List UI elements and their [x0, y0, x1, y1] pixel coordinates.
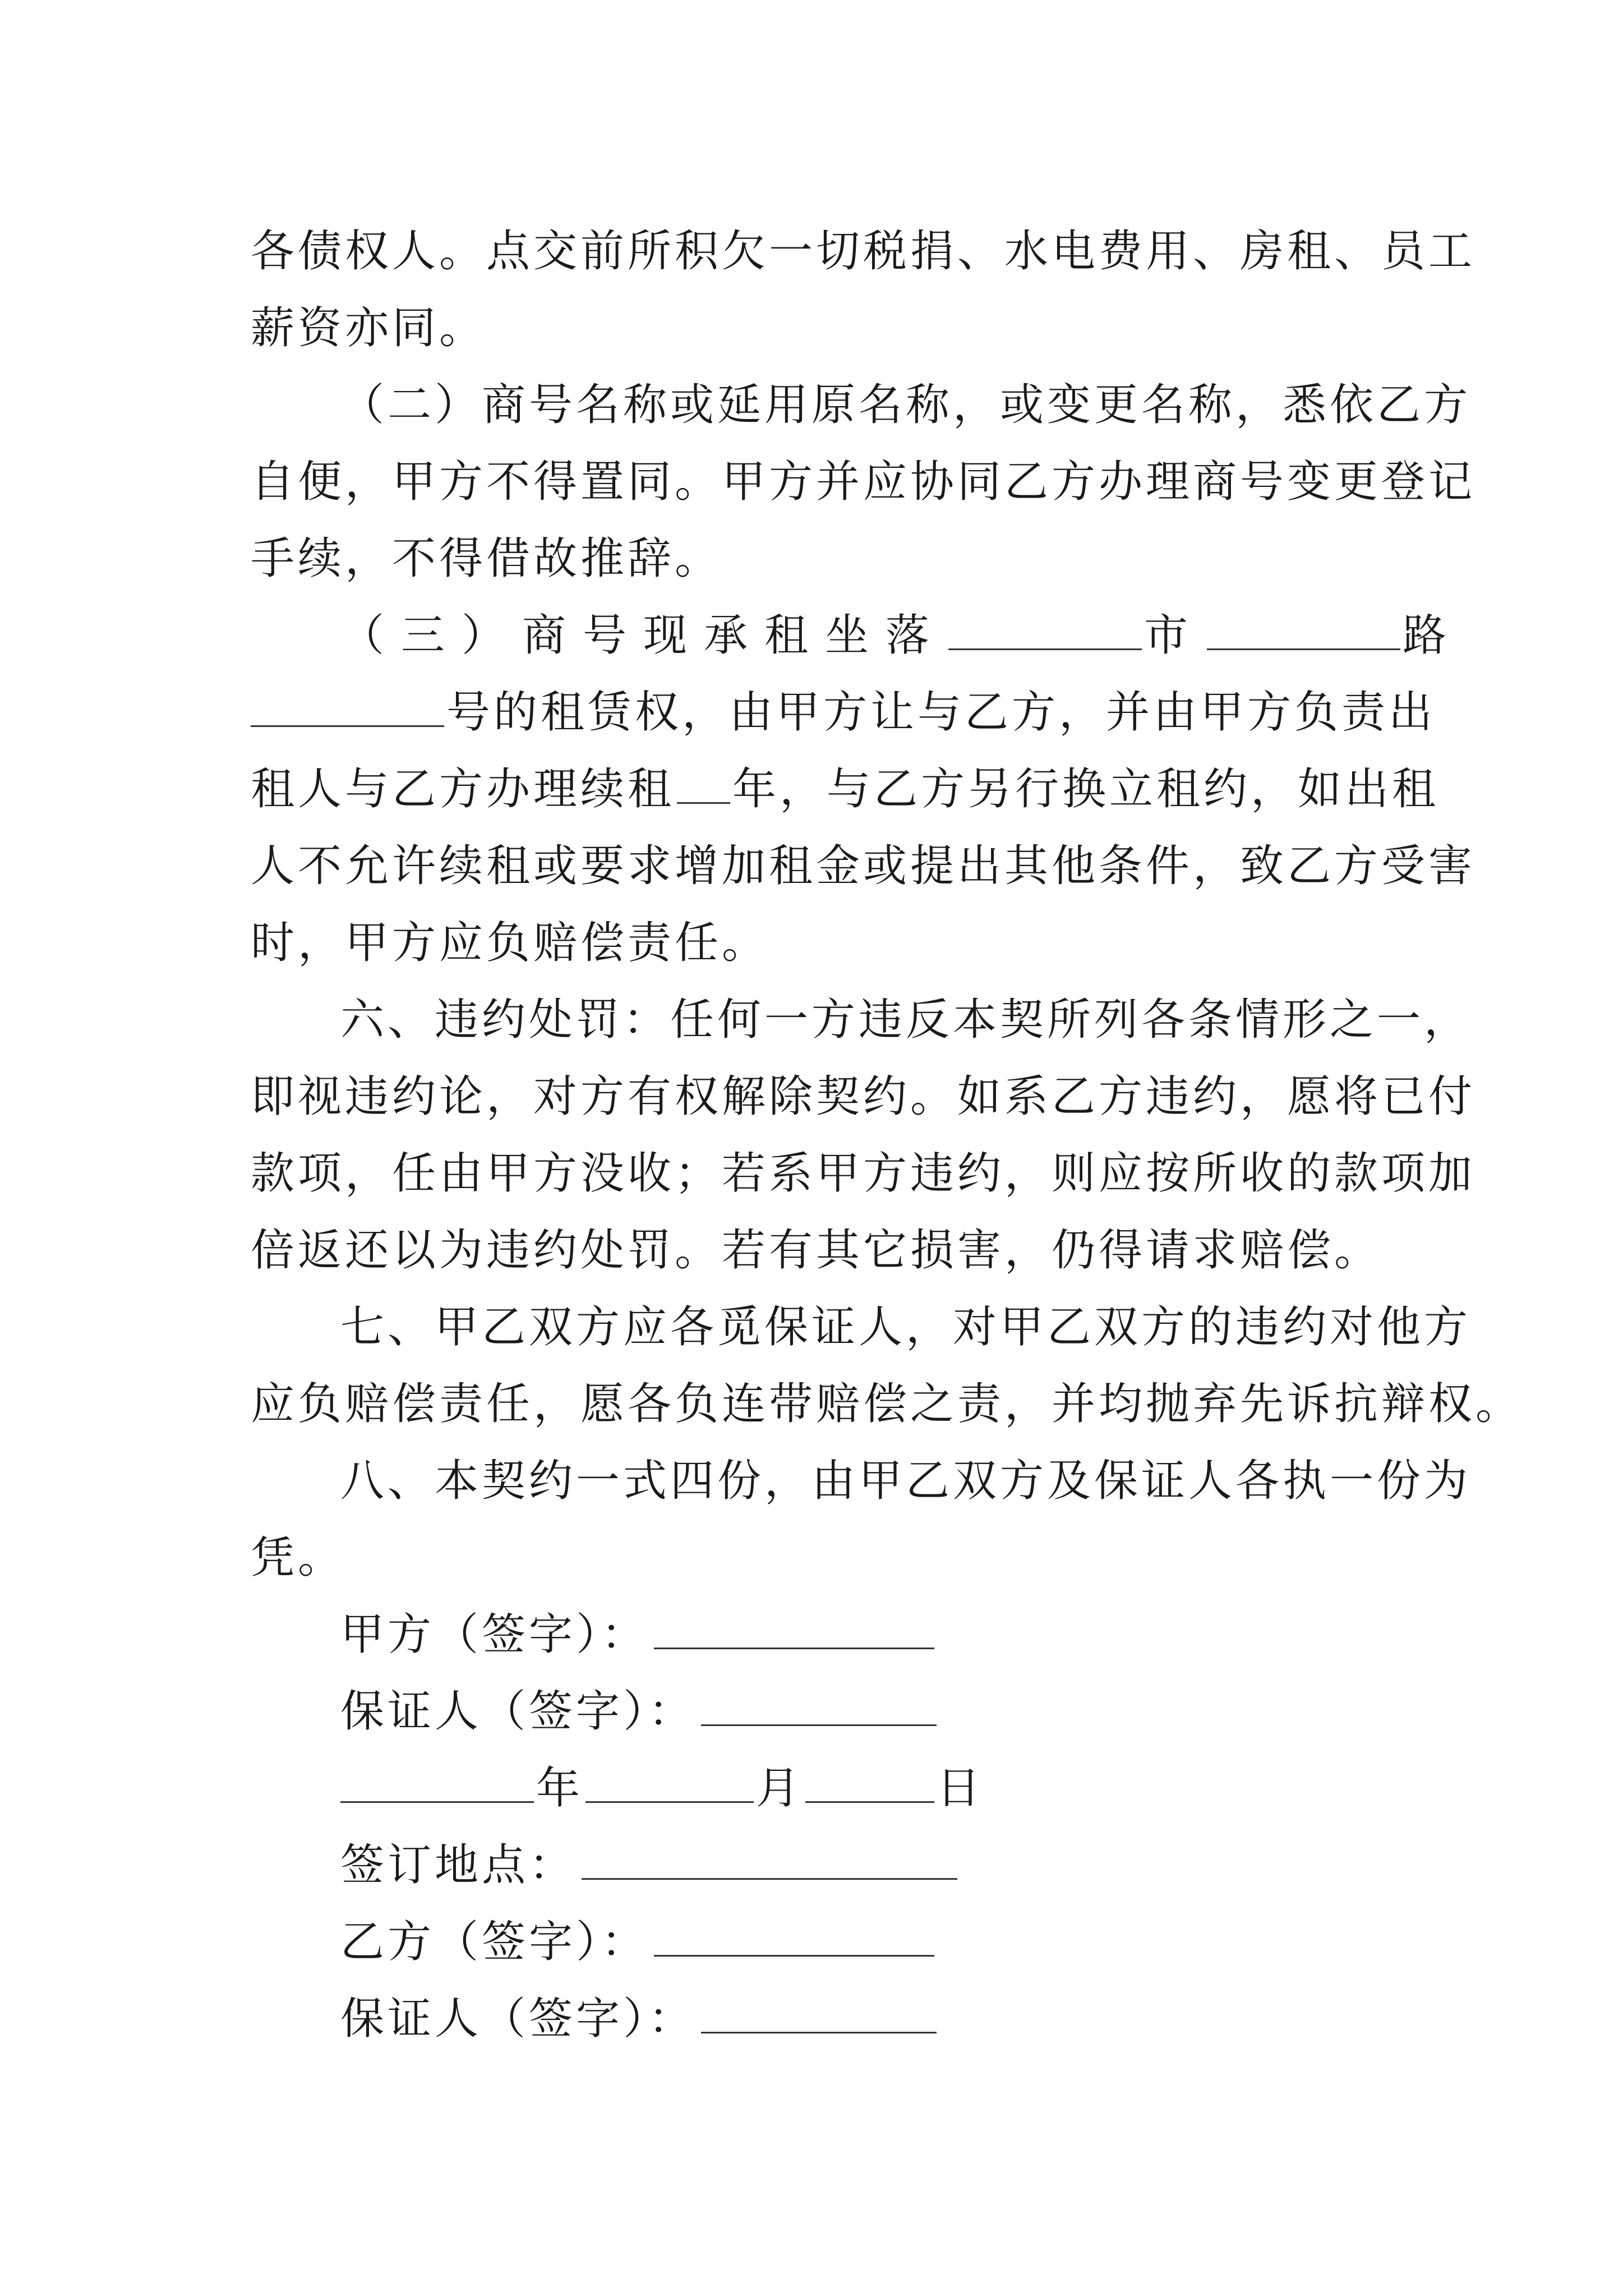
guarantor-b-signature-line: [251, 1981, 1395, 2058]
month-label: 月: [756, 1763, 804, 1814]
text-line: 七、甲乙双方应各觅保证人，对甲乙双方的违约对他方: [340, 1302, 1472, 1352]
signing-place-line: [251, 1827, 1395, 1904]
text-line: 凭。: [251, 1533, 345, 1583]
text-line: 六、违约处罚：任何一方违反本契所列各条情形之一，: [340, 995, 1472, 1045]
signing-place-blank[interactable]: [582, 1844, 957, 1880]
house-number-blank[interactable]: [251, 692, 444, 727]
text-line: 人不允许续租或要求增加租金或提出其他条件，致乙方受害: [251, 841, 1476, 891]
text-line: 薪资亦同。: [251, 303, 487, 353]
renewal-years-blank[interactable]: [677, 769, 730, 804]
text-segment: 年，与乙方另行换立租约，如出租: [732, 764, 1440, 815]
guarantor-a-label: 保证人（签字）：: [340, 1686, 696, 1737]
party-b-label: 乙方（签字）：: [340, 1917, 649, 1967]
text-line: 即视违约论，对方有权解除契约。如系乙方违约，愿将已付: [251, 1071, 1476, 1122]
text-line: 时，甲方应负赔偿责任。: [251, 918, 769, 968]
year-label: 年: [536, 1763, 584, 1814]
text-line: （二）商号名称或延用原名称，或变更名称，悉依乙方: [340, 380, 1472, 430]
date-line: [251, 1750, 1395, 1827]
party-b-signature-line: [251, 1904, 1395, 1981]
text-line: 手续，不得借故推辞。: [251, 533, 722, 584]
renewal-line: [251, 751, 1440, 828]
text-line: 自便，甲方不得置同。甲方并应协同乙方办理商号变更登记: [251, 457, 1476, 507]
road-label: 路: [1403, 610, 1464, 661]
guarantor-b-label: 保证人（签字）：: [340, 1994, 696, 2044]
city-blank[interactable]: [948, 615, 1142, 650]
month-blank[interactable]: [585, 1768, 754, 1803]
party-a-label: 甲方（签字）：: [340, 1609, 649, 1660]
party-b-signature-blank[interactable]: [654, 1921, 934, 1957]
guarantor-a-signature-line: [251, 1673, 1395, 1750]
party-a-signature-blank[interactable]: [654, 1614, 934, 1649]
guarantor-b-signature-blank[interactable]: [701, 1998, 937, 2033]
day-label: 日: [937, 1763, 984, 1814]
guarantor-a-signature-blank[interactable]: [701, 1691, 937, 1726]
road-blank[interactable]: [1207, 615, 1400, 650]
text-line: 应负赔偿责任，愿各负连带赔偿之责，并均抛弃先诉抗辩权。: [251, 1379, 1523, 1429]
text-line: 各债权人。点交前所积欠一切税捐、水电费用、房租、员工: [251, 226, 1476, 277]
day-blank[interactable]: [805, 1768, 934, 1803]
lease-location-line: [251, 597, 1464, 674]
year-blank[interactable]: [340, 1768, 534, 1803]
lease-location-label: （三）商号现承租坐落: [340, 610, 947, 661]
text-line: 款项，任由甲方没收；若系甲方违约，则应按所收的款项加: [251, 1148, 1476, 1199]
text-segment: 租人与乙方办理续租: [251, 764, 675, 815]
party-a-signature-line: [251, 1596, 1395, 1673]
text-segment: 号的租赁权，由甲方让与乙方，并由甲方负责出: [446, 687, 1436, 738]
text-line: 八、本契约一式四份，由甲乙双方及保证人各执一份为: [340, 1456, 1472, 1506]
contract-page: [251, 213, 1523, 2058]
lease-number-line: [251, 674, 1436, 751]
city-label: 市: [1144, 610, 1205, 661]
text-line: 倍返还以为违约处罚。若有其它损害，仍得请求赔偿。: [251, 1225, 1382, 1276]
signing-place-label: 签订地点：: [340, 1840, 577, 1890]
